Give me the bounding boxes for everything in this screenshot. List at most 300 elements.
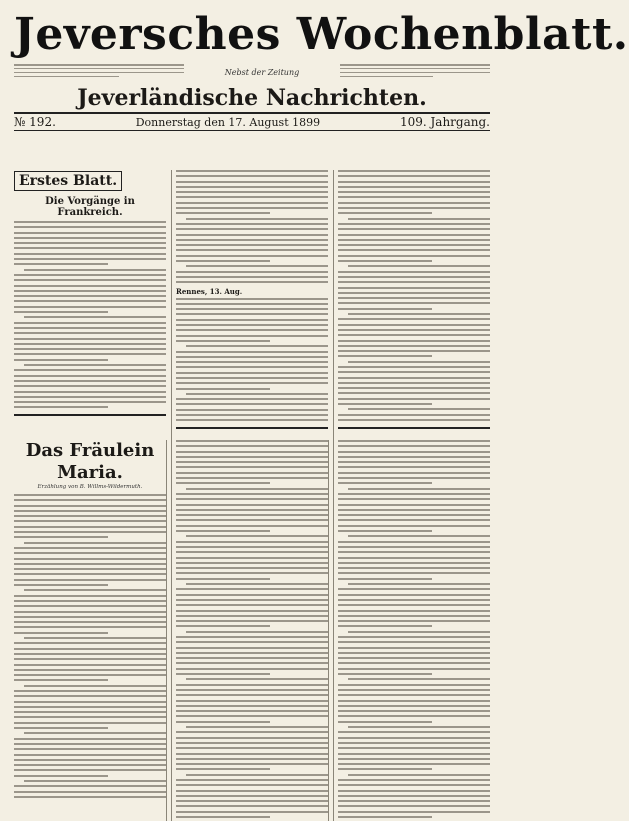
text-line (14, 669, 166, 671)
text-line (14, 595, 166, 597)
text-line (14, 247, 166, 249)
text-line (338, 371, 490, 373)
text-line (338, 657, 490, 659)
text-line (176, 705, 328, 707)
text-line (338, 541, 490, 543)
text-line (14, 380, 166, 382)
text-line (338, 170, 490, 172)
text-line (14, 674, 166, 676)
text-line (176, 652, 328, 654)
text-line (338, 175, 490, 177)
text-line (176, 249, 328, 251)
text-line (14, 711, 166, 713)
text-line (176, 805, 328, 807)
feuilleton-col-3-text (338, 440, 490, 818)
text-line (338, 795, 490, 797)
text-line (176, 319, 328, 321)
text-line (338, 673, 432, 675)
text-line (14, 616, 166, 618)
text-line (176, 636, 328, 638)
text-line (186, 393, 328, 395)
text-line (14, 391, 166, 393)
feuilleton-col-3 (333, 440, 490, 821)
text-line (14, 632, 108, 634)
issue-date: Donnerstag den 17. August 1899 (135, 115, 321, 129)
text-line (176, 191, 328, 193)
text-line (176, 594, 328, 596)
text-line (176, 599, 328, 601)
text-line (338, 514, 490, 516)
text-line (176, 234, 328, 236)
text-line (176, 409, 328, 411)
text-line (14, 690, 166, 692)
text-line (14, 573, 166, 575)
text-line (176, 414, 328, 416)
text-line (176, 700, 328, 702)
text-line (176, 541, 328, 543)
text-line (176, 271, 328, 273)
text-line (176, 816, 270, 818)
text-line (14, 547, 166, 549)
text-line (176, 382, 328, 384)
text-line (24, 316, 166, 318)
text-line (186, 583, 328, 585)
text-line (348, 678, 490, 680)
section-title: Erstes Blatt. (14, 171, 122, 191)
text-line (176, 625, 270, 627)
text-line (338, 546, 490, 548)
text-line (338, 472, 490, 474)
text-line (338, 392, 490, 394)
text-line (338, 562, 490, 564)
text-line (14, 258, 166, 260)
text-line (338, 260, 432, 262)
text-line (338, 731, 490, 733)
text-line (338, 249, 490, 251)
text-line (338, 567, 490, 569)
text-line (14, 611, 166, 613)
text-line (338, 493, 490, 495)
text-line (14, 332, 166, 334)
text-line (338, 668, 490, 670)
text-line (338, 466, 490, 468)
text-line (14, 536, 108, 538)
text-line (176, 181, 328, 183)
text-line (14, 748, 166, 750)
masthead-title: Jeversches Wochenblatt. (14, 9, 629, 60)
text-line (176, 388, 270, 390)
text-line (338, 318, 490, 320)
text-line (338, 456, 490, 458)
text-line (338, 223, 490, 225)
text-line (338, 625, 432, 627)
text-line (14, 727, 108, 729)
text-line (14, 642, 166, 644)
text-line (14, 263, 108, 265)
text-line (338, 196, 490, 198)
text-line (338, 398, 490, 400)
text-line (176, 440, 328, 442)
text-line (14, 253, 166, 255)
text-line (338, 742, 490, 744)
text-line (176, 710, 328, 712)
text-line (176, 662, 328, 664)
text-line (14, 311, 108, 313)
text-line (338, 620, 490, 622)
text-line (176, 451, 328, 453)
text-line (338, 482, 432, 484)
text-line (176, 212, 270, 214)
text-line (338, 530, 432, 532)
text-line (338, 297, 490, 299)
text-line (176, 779, 328, 781)
text-line (176, 466, 328, 468)
text-line (14, 526, 166, 528)
text-line (176, 578, 270, 580)
text-line (338, 790, 490, 792)
text-line (176, 196, 328, 198)
text-line (14, 558, 166, 560)
text-line (338, 212, 432, 214)
text-line (338, 615, 490, 617)
text-line (176, 647, 328, 649)
text-line (176, 366, 328, 368)
text-line (14, 552, 166, 554)
text-line (176, 351, 328, 353)
text-line (338, 355, 432, 357)
text-line (338, 525, 490, 527)
text-line (14, 579, 166, 581)
text-line (14, 343, 166, 345)
text-line (186, 488, 328, 490)
text-line (14, 563, 166, 565)
text-line (338, 763, 490, 765)
text-line (14, 785, 166, 787)
text-line (186, 726, 328, 728)
text-line (186, 678, 328, 680)
text-line (186, 631, 328, 633)
text-line (176, 509, 328, 511)
feuilleton-title: Das Fräulein Maria. (25, 440, 155, 483)
feuilleton-divider-2 (176, 427, 328, 429)
text-line (14, 274, 166, 276)
text-line (338, 721, 432, 723)
text-line (338, 445, 490, 447)
text-line (176, 228, 328, 230)
text-line (176, 615, 328, 617)
text-line (176, 255, 328, 257)
text-line (14, 738, 166, 740)
text-line (14, 695, 166, 697)
text-line (176, 620, 328, 622)
text-line (176, 186, 328, 188)
text-line (176, 557, 328, 559)
text-line (176, 324, 328, 326)
feuilleton-divider-3 (338, 427, 490, 429)
text-line (14, 653, 166, 655)
text-line (338, 302, 490, 304)
text-line (14, 237, 166, 239)
text-line (348, 361, 490, 363)
text-line (176, 340, 270, 342)
text-line (338, 477, 490, 479)
text-line (176, 519, 328, 521)
text-line (338, 747, 490, 749)
text-line (14, 791, 166, 793)
text-line (186, 218, 328, 220)
text-line (338, 758, 490, 760)
text-line (338, 662, 490, 664)
text-line (14, 385, 166, 387)
text-line (176, 361, 328, 363)
subhead-middle: Nebst der Zeitung (224, 68, 300, 77)
text-line (176, 784, 328, 786)
text-line (176, 610, 328, 612)
text-line (338, 689, 490, 691)
text-line (24, 269, 166, 271)
text-line (338, 800, 490, 802)
text-line (338, 588, 490, 590)
text-line (176, 514, 328, 516)
text-line (338, 710, 490, 712)
text-line (186, 535, 328, 537)
text-line (338, 700, 490, 702)
text-line (338, 202, 490, 204)
subhead-right-notice (340, 64, 490, 80)
text-line (338, 652, 490, 654)
text-line (338, 440, 490, 442)
text-line (338, 382, 490, 384)
text-line (176, 335, 328, 337)
text-line (14, 754, 166, 756)
text-line (14, 242, 166, 244)
text-line (14, 322, 166, 324)
text-line (338, 329, 490, 331)
text-line (14, 494, 166, 496)
text-line (176, 768, 270, 770)
text-line (176, 372, 328, 374)
text-line (176, 694, 328, 696)
feuilleton-col-1-text (14, 494, 166, 798)
text-line (14, 499, 166, 501)
text-line (14, 279, 166, 281)
text-line (338, 244, 490, 246)
issue-number: № 192. (14, 115, 56, 129)
text-line (338, 350, 490, 352)
issue-line (14, 112, 490, 131)
text-line (176, 731, 328, 733)
text-line (14, 600, 166, 602)
text-line (176, 477, 328, 479)
text-line (338, 636, 490, 638)
text-line (14, 515, 166, 517)
text-line (338, 519, 490, 521)
text-line (176, 276, 328, 278)
text-line (176, 329, 328, 331)
text-line (338, 451, 490, 453)
text-line (176, 742, 328, 744)
column-2-text-top (176, 170, 328, 283)
text-line (348, 488, 490, 490)
text-line (338, 610, 490, 612)
text-line (176, 239, 328, 241)
text-line (338, 578, 432, 580)
text-line (338, 768, 432, 770)
text-line (348, 631, 490, 633)
text-line (186, 345, 328, 347)
text-line (338, 461, 490, 463)
text-line (338, 255, 490, 257)
text-line (14, 679, 108, 681)
text-line (176, 170, 328, 172)
text-line (176, 298, 328, 300)
text-line (338, 784, 490, 786)
text-line (176, 504, 328, 506)
text-line (176, 715, 328, 717)
text-line (176, 588, 328, 590)
text-line (14, 759, 166, 761)
text-line (14, 764, 166, 766)
text-line (14, 706, 166, 708)
text-line (176, 657, 328, 659)
text-line (176, 472, 328, 474)
text-line (14, 285, 166, 287)
text-line (14, 232, 166, 234)
text-line (338, 504, 490, 506)
text-line (14, 568, 166, 570)
text-line (338, 207, 490, 209)
text-line (338, 805, 490, 807)
text-line (338, 308, 432, 310)
text-line (176, 800, 328, 802)
text-line (176, 668, 328, 670)
text-line (176, 641, 328, 643)
text-line (186, 265, 328, 267)
text-line (14, 396, 166, 398)
text-line (14, 295, 166, 297)
text-line (338, 737, 490, 739)
text-line (14, 775, 108, 777)
text-line (14, 743, 166, 745)
text-line (338, 715, 490, 717)
text-line (338, 345, 490, 347)
text-line (338, 181, 490, 183)
text-line (338, 281, 490, 283)
text-line (176, 223, 328, 225)
text-line (186, 774, 328, 776)
text-line (24, 732, 166, 734)
text-line (338, 276, 490, 278)
feuilleton-col-2 (171, 440, 328, 821)
text-line (14, 722, 166, 724)
text-line (14, 306, 166, 308)
text-line (348, 774, 490, 776)
text-line (338, 366, 490, 368)
text-line (176, 795, 328, 797)
feuilleton-col-2-text (176, 440, 328, 818)
text-line (348, 408, 490, 410)
column-3-text (338, 170, 490, 421)
text-line (176, 525, 328, 527)
text-line (14, 369, 166, 371)
text-line (14, 769, 166, 771)
text-line (14, 664, 166, 666)
text-line (176, 572, 328, 574)
text-line (176, 562, 328, 564)
text-line (14, 531, 166, 533)
text-line (348, 726, 490, 728)
text-line (176, 790, 328, 792)
text-line (338, 287, 490, 289)
text-line (24, 542, 166, 544)
text-line (176, 684, 328, 686)
feuilleton-byline: Erzählung von B. Willms-Wildermuth. (37, 484, 143, 490)
text-line (338, 387, 490, 389)
text-line (176, 689, 328, 691)
text-line (176, 551, 328, 553)
text-line (338, 334, 490, 336)
text-line (176, 356, 328, 358)
text-line (14, 520, 166, 522)
text-line (176, 721, 270, 723)
column-2-text (176, 298, 328, 422)
text-line (176, 308, 328, 310)
text-line (338, 324, 490, 326)
text-line (176, 202, 328, 204)
text-line (338, 191, 490, 193)
text-line (14, 353, 166, 355)
text-line (348, 313, 490, 315)
text-line (338, 779, 490, 781)
text-line (14, 701, 166, 703)
text-line (338, 705, 490, 707)
text-line (176, 753, 328, 755)
text-line (338, 641, 490, 643)
text-line (338, 419, 490, 421)
text-line (176, 461, 328, 463)
text-line (14, 359, 108, 361)
text-line (176, 530, 270, 532)
text-line (176, 482, 270, 484)
text-line (14, 406, 108, 408)
text-line (14, 221, 166, 223)
feuilleton-divider (14, 414, 166, 416)
text-line (338, 498, 490, 500)
text-line (338, 186, 490, 188)
text-line (176, 456, 328, 458)
text-line (14, 327, 166, 329)
text-line (348, 583, 490, 585)
column-2-dateline: Rennes, 13. Aug. (176, 286, 243, 296)
text-line (176, 281, 328, 283)
text-line (14, 716, 166, 718)
text-line (14, 375, 166, 377)
text-line (176, 567, 328, 569)
text-line (14, 626, 166, 628)
text-line (338, 403, 432, 405)
issue-year: 109. Jahrgang. (399, 115, 490, 129)
text-line (176, 445, 328, 447)
text-line (338, 228, 490, 230)
text-line (338, 340, 490, 342)
text-line (14, 226, 166, 228)
text-line (176, 303, 328, 305)
text-line (14, 648, 166, 650)
text-line (338, 594, 490, 596)
text-line (338, 811, 490, 813)
column-1-text (14, 221, 166, 408)
text-line (14, 348, 166, 350)
